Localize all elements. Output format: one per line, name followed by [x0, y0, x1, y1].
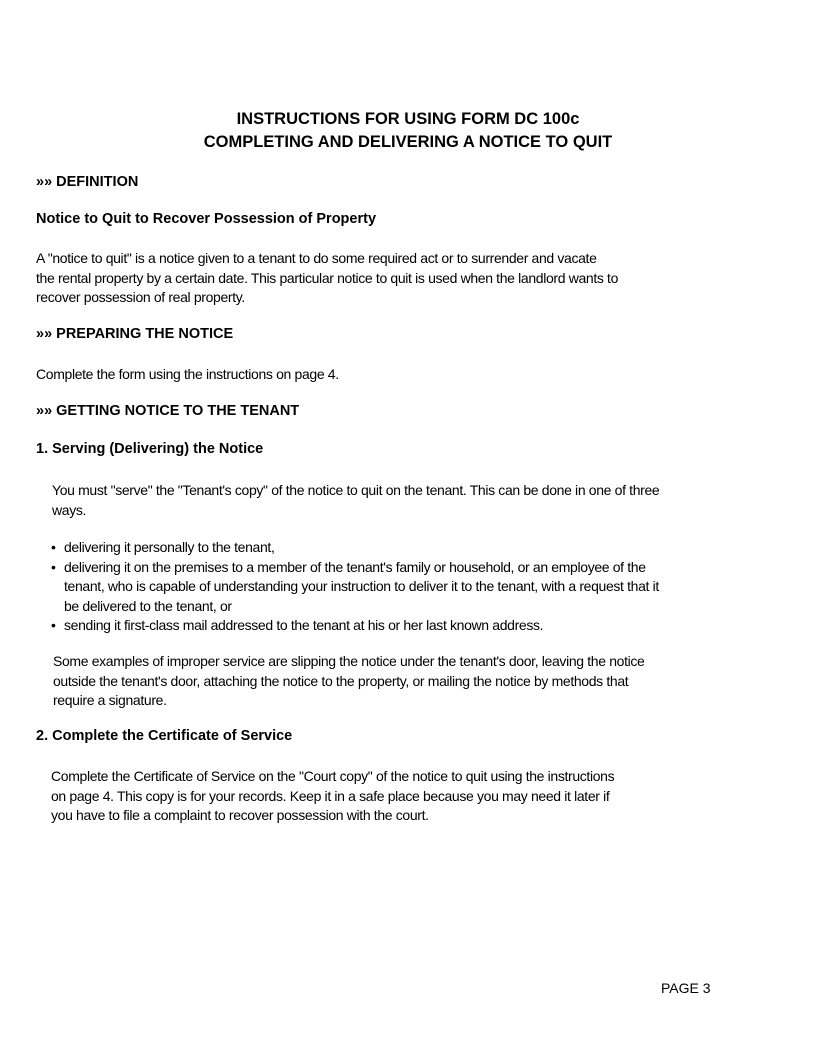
certificate-paragraph: Complete the Certificate of Service on the "Court copy" of the notice to quit using the instructions on page 4. This copy is for your records. Keep it in a safe place because you may need it later if you have to file a complaint to recover possession with the court. [51, 768, 615, 823]
serving-heading: 1. Serving (Delivering) the Notice [36, 441, 264, 457]
getting-notice-heading: »» GETTING NOTICE TO THE TENANT [36, 403, 300, 419]
definition-subheading: Notice to Quit to Recover Possession of Property [36, 211, 377, 227]
service-methods-list [50, 538, 659, 636]
improper-service-paragraph: Some examples of improper service are slipping the notice under the tenant's door, leaving the notice outside the tenant's door, attaching the notice to the property, or mailing the notice by methods that require a signature. [53, 653, 645, 708]
list-item: • delivering it on the premises to a member of the tenant's family or household, or an employee of the tenant, who is capable of understanding your instruction to deliver it to the tenant, with a request that it be delivered to the tenant, or [51, 558, 659, 614]
bullet-icon: • [51, 558, 56, 575]
definition-heading: »» DEFINITION [36, 174, 139, 190]
bullet-icon: • [51, 539, 56, 555]
certificate-heading: 2. Complete the Certificate of Service [36, 728, 293, 744]
list-item: • delivering it personally to the tenant, [50, 538, 659, 558]
definition-paragraph: A "notice to quit" is a notice given to a tenant to do some required act or to surrender and vacate the rental property by a certain date. This particular notice to quit is used when the landlord wants to recover possession of real property. [36, 250, 619, 305]
preparing-heading: »» PREPARING THE NOTICE [36, 326, 234, 342]
document-subtitle: COMPLETING AND DELIVERING A NOTICE TO QUIT [203, 133, 613, 151]
preparing-text: Complete the form using the instructions on page 4. [36, 366, 339, 382]
page-number: PAGE 3 [661, 980, 711, 996]
list-item: • sending it first-class mail addressed to the tenant at his or her last known address. [50, 616, 659, 636]
serving-intro: You must "serve" the "Tenant's copy" of the notice to quit on the tenant. This can be done in one of three ways. [52, 482, 660, 518]
bullet-icon: • [51, 617, 56, 633]
document-title: INSTRUCTIONS FOR USING FORM DC 100c [236, 110, 580, 128]
